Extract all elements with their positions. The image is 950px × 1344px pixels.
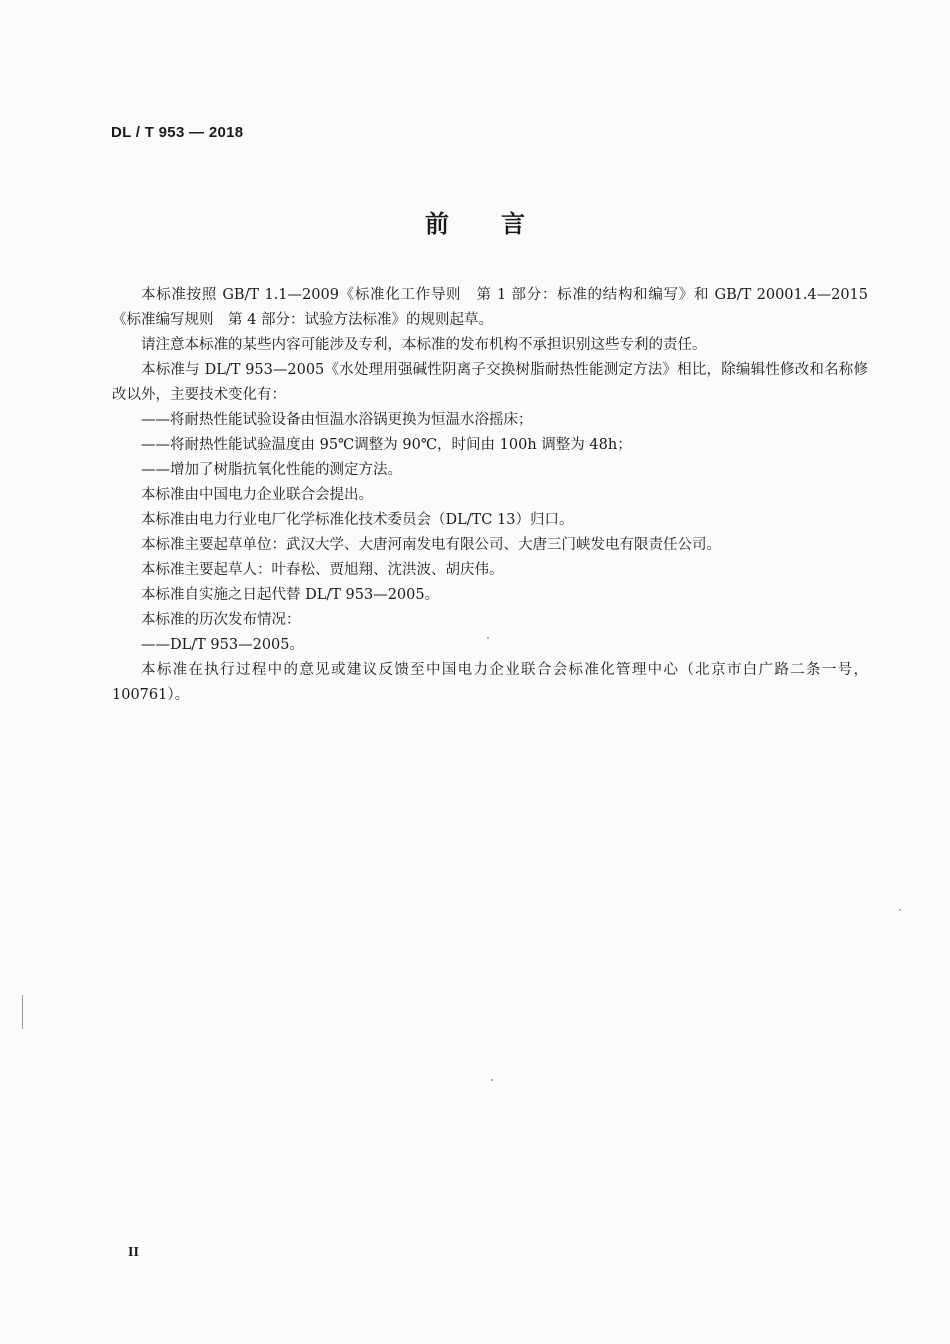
list-item-change-equipment: ——将耐热性能试验设备由恒温水浴锅更换为恒温水浴摇床； <box>141 412 533 428</box>
page-title: 前言 <box>425 210 577 238</box>
paragraph-drafters: 本标准主要起草人：叶春松、贾旭翔、沈洪波、胡庆伟。 <box>141 562 504 578</box>
list-item-history: ——DL/T 953—2005。 <box>141 637 304 653</box>
scan-artifact-dot <box>899 909 901 911</box>
scan-artifact-dot <box>491 1079 493 1081</box>
foreword-body <box>112 283 868 708</box>
list-item-change-oxidation: ——增加了树脂抗氧化性能的测定方法。 <box>141 462 402 478</box>
paragraph-patent-notice: 请注意本标准的某些内容可能涉及专利，本标准的发布机构不承担识别这些专利的责任。 <box>141 337 707 353</box>
scan-artifact-dot <box>487 637 489 639</box>
page-number: II <box>128 1245 139 1260</box>
list-item-change-temperature: ——将耐热性能试验温度由 95℃调整为 90℃，时间由 100h 调整为 48h； <box>141 437 632 453</box>
paragraph-replaces: 本标准自实施之日起代替 DL/T 953—2005。 <box>141 587 440 603</box>
paragraph-drafting-rules: 本标准按照 GB/T 1.1—2009《标准化工作导则 第 1 部分：标准的结构和编写》和 GB/T 20001.4—2015《标准编写规则 第 4 部分：试验方法标准》的规则起草。 <box>112 287 868 328</box>
paragraph-drafting-units: 本标准主要起草单位：武汉大学、大唐河南发电有限公司、大唐三门峡发电有限责任公司。 <box>141 537 721 553</box>
standard-number: DL / T 953 — 2018 <box>111 124 244 141</box>
paragraph-changes-intro: 本标准与 DL/T 953—2005《水处理用强碱性阴离子交换树脂耐热性能测定方法》相比，除编辑性修改和名称修改以外，主要技术变化有： <box>112 362 868 403</box>
paragraph-proposed-by: 本标准由中国电力企业联合会提出。 <box>141 487 373 503</box>
scan-artifact-line <box>22 995 23 1029</box>
paragraph-administered-by: 本标准由电力行业电厂化学标准化技术委员会（DL/TC 13）归口。 <box>141 512 574 528</box>
paragraph-feedback: 本标准在执行过程中的意见或建议反馈至中国电力企业联合会标准化管理中心（北京市白广路二条一号，100761）。 <box>112 662 868 703</box>
paragraph-history-intro: 本标准的历次发布情况： <box>141 612 301 628</box>
